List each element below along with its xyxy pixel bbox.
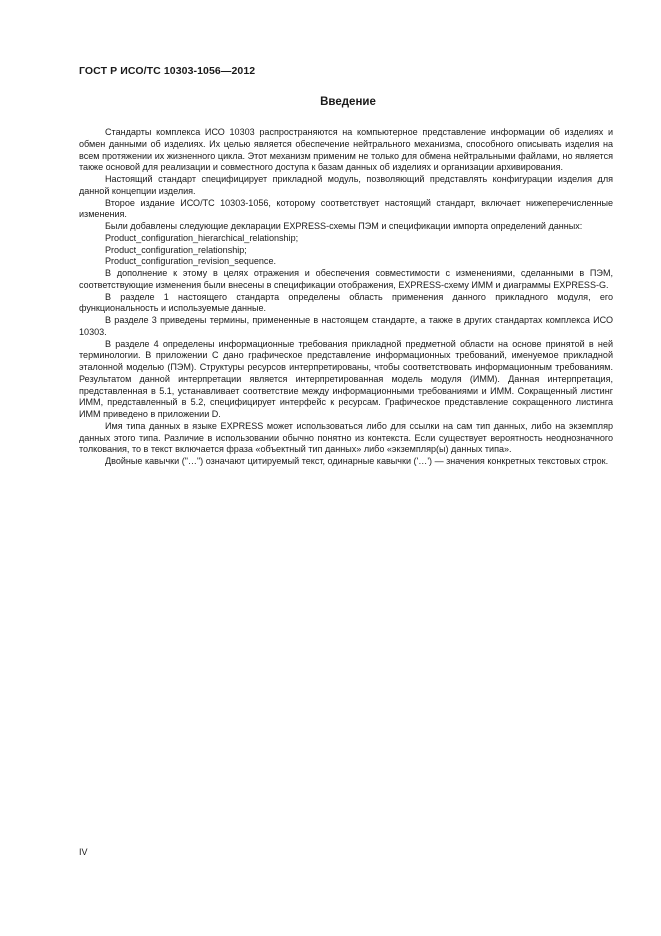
paragraph: В разделе 3 приведены термины, примененные в настоящем стандарте, а также в других стандартах комплекса ИСО 10303. [79,315,613,337]
list-item: Product_configuration_hierarchical_relationship; [105,232,299,243]
page-number: IV [79,847,88,857]
paragraph: Были добавлены следующие декларации EXPRESS-схемы ПЭМ и спецификации импорта определений данных: [105,221,583,231]
section-heading: Введение [320,96,376,108]
paragraph: Двойные кавычки ("…") означают цитируемый текст, одинарные кавычки ('…') — значения конкретных текстовых строк. [105,456,609,466]
paragraph: Стандарты комплекса ИСО 10303 распространяются на компьютерное представление информации об изделиях и обмен данными об изделиях. Их целью является обеспечение нейтрального механизма, способного описывать изделия на всем протяжении их жизненного цикла. Этот механизм применим не только для обмена нейтральными файлами, но является также основой для реализации и совместного доступа к базам данных об изделиях и организации архивирования. [79,127,613,173]
paragraph: Настоящий стандарт специфицирует прикладной модуль, позволяющий представлять конфигурации изделия для данной концепции изделия. [79,174,613,196]
list-item: Product_configuration_revision_sequence. [105,256,276,267]
paragraph: Второе издание ИСО/ТС 10303-1056, которому соответствует настоящий стандарт, включает нижеперечисленные изменения. [79,197,613,220]
paragraph: В дополнение к этому в целях отражения и обеспечения совместимости с изменениями, сделанными в ПЭМ, соответствующие изменения были внесены в спецификации отображения, EXPRESS-схему ИММ и диаграммы EXPRESS-G. [79,268,613,290]
paragraph: В разделе 4 определены информационные требования прикладной предметной области на основе принятой в ней терминологии. В приложении С дано графическое представление информационных требований, именуемое прикладной эталонной моделью (ПЭМ). Структуры ресурсов интерпретированы, чтобы соответствовать информационным требованиям. Результатом данной интерпретации является интерпретированная модель модуля (ИММ). Данная интерпретация, представленная в 5.1, устанавливает соответствие между информационными требованиями и ИММ. Сокращенный листинг ИММ, представленный в 5.2, специфицирует интерфейс к ресурсам. Графическое представление сокращенного листинга ИММ приведено в приложении D. [79,338,613,419]
paragraph: Имя типа данных в языке EXPRESS может использоваться либо для ссылки на сам тип данных, либо на экземпляр данных этого типа. Различие в использовании обычно понятно из контекста. Если существует вероятность неоднозначного толкования, то в текст включается фраза «объектный тип данных» либо «экземпляр(ы) данных типа». [79,420,613,455]
document-code-header: ГОСТ Р ИСО/ТС 10303-1056—2012 [79,65,256,77]
body-text [79,127,613,468]
list-item: Product_configuration_relationship; [105,244,247,255]
paragraph: В разделе 1 настоящего стандарта определены область применения данного прикладного модуля, его функциональность и используемые данные. [79,291,613,314]
